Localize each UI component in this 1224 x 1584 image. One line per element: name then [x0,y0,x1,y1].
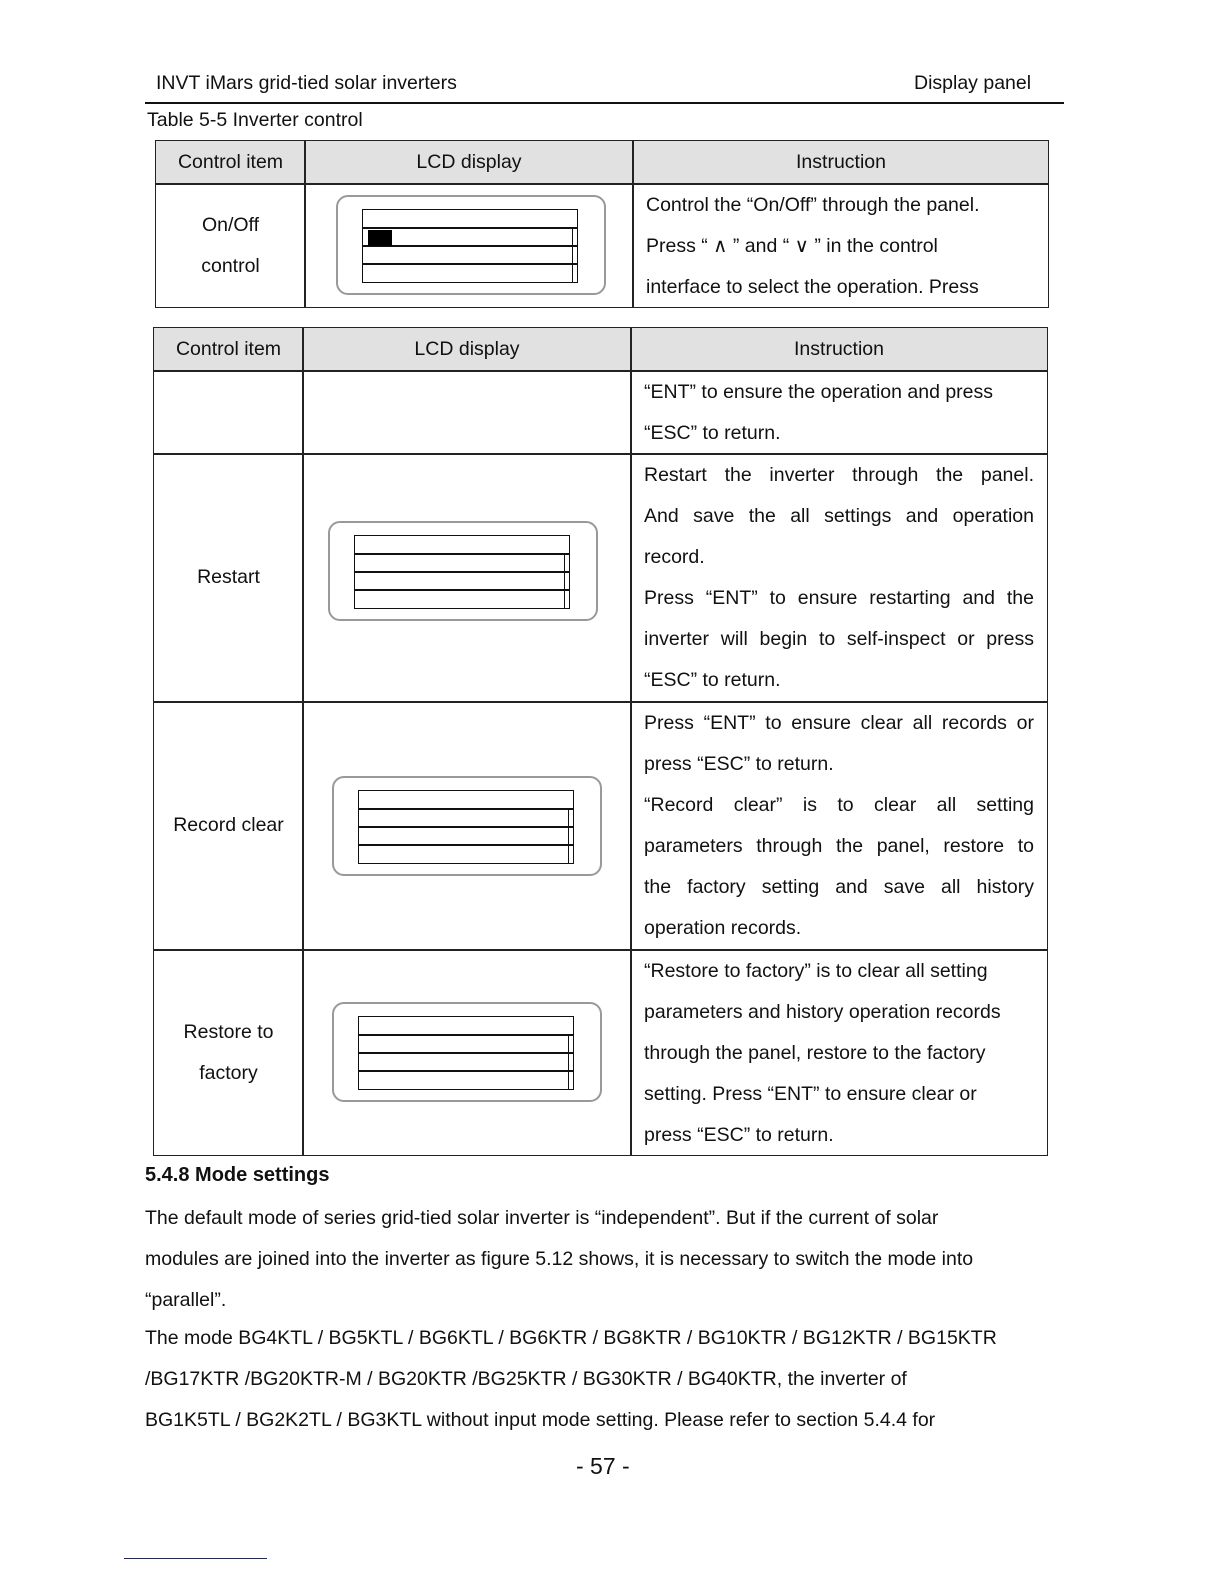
instruction-on-off-continued: “ENT” to ensure the operation and press “ESC” to return. [644,381,994,444]
lcd-display-on-off [336,195,606,295]
control-item-on-off [156,205,305,287]
header-rule [145,102,1064,104]
control-item-restart: Restart [197,566,260,588]
table-caption: Table 5-5 Inverter control [147,109,363,131]
col-header-lcd-display: LCD display [416,151,522,173]
instruction-record-clear: Press “ENT” to ensure clear all records or press “ESC” to return. “Record clear” is to clear all setting parameters through the panel, restore to the factory setting and save all history operation records. [644,712,1034,939]
control-item-restore-factory: Restore to factory [183,1021,274,1084]
col-header-control-item: Control item [177,151,284,173]
item-line: control [201,255,260,277]
col-header-instruction: Instruction [794,338,884,360]
instruction-restore-factory: “Restore to factory” is to clear all setting parameters and history operation records through the panel, restore to the factory setting. Press “ENT” to ensure clear or press “ESC” to return. [644,960,1001,1146]
col-header-instruction: Instruction [796,151,886,173]
inverter-control-table-part2 [153,327,1048,1156]
inverter-control-table-part1 [155,140,1049,308]
running-header-right: Display panel [914,72,1032,94]
section-heading: 5.4.8 Mode settings [145,1164,330,1186]
control-item-record-clear: Record clear [173,814,284,836]
lcd-display-restart [328,521,598,621]
page-number: - 57 - [576,1453,630,1479]
col-header-control-item: Control item [175,338,282,360]
item-line: On/Off [201,214,260,236]
lcd-cursor [368,230,392,246]
lcd-display-record-clear [332,776,602,876]
footnote-rule [124,1558,267,1559]
document-page: INVT iMars grid-tied solar inverters Display panel Table 5-5 Inverter control Control item LCD display Instruction On/Off control Control the “On/Off” through the panel. Press “ ∧ ” and “ ∨ ” in the control interface to select the operation. Press Control item LCD display Instruction “ENT” to ensure the operation and press “ESC” to return. Restart Restart the inverter through the panel. And save the all settings and operation record. Press “ENT” to ensure restarting and the inverter will begin to self-inspect or press “ESC” to return. Record clear Press “ENT” to ensure clear all records or press “ESC” to return. “Record clear” is to clear all setting parameters through the panel, restore to the factory setting and save all history operation records. Restore to factory “Restore to factory” is to clear all setting parameters and history operation records through the panel, restore to the factory setting. Press “ENT” to ensure clear or press “ESC” to return. 5.4.8 Mode settings The default mode of series grid-tied solar inverter is “independent”. But if the current of solar modules are joined into the inverter as figure 5.12 shows, it is necessary to switch the mode into “parallel”. The mode BG4KTL / BG5KTL / BG6KTL / BG6KTR / BG8KTR / BG10KTR / BG12KTR / BG15KTR /BG17KTR /BG20KTR-M / BG20KTR /BG25KTR / BG30KTR / BG40KTR, the inverter of BG1K5TL / BG2K2TL / BG3KTL without input mode setting. Please refer to section 5.4.4 for - 57 - [0,0,1224,1584]
instruction-restart: Restart the inverter through the panel. And save the all settings and operation record. Press “ENT” to ensure restarting and the inverter will begin to self-inspect or press “ESC” to return. [644,464,1034,691]
instruction-on-off: Control the “On/Off” through the panel. Press “ ∧ ” and “ ∨ ” in the control interface to select the operation. Press [646,194,980,298]
lcd-display-restore-factory [332,1002,602,1102]
running-header-left: INVT iMars grid-tied solar inverters [156,72,457,94]
col-header-lcd-display: LCD display [414,338,520,360]
